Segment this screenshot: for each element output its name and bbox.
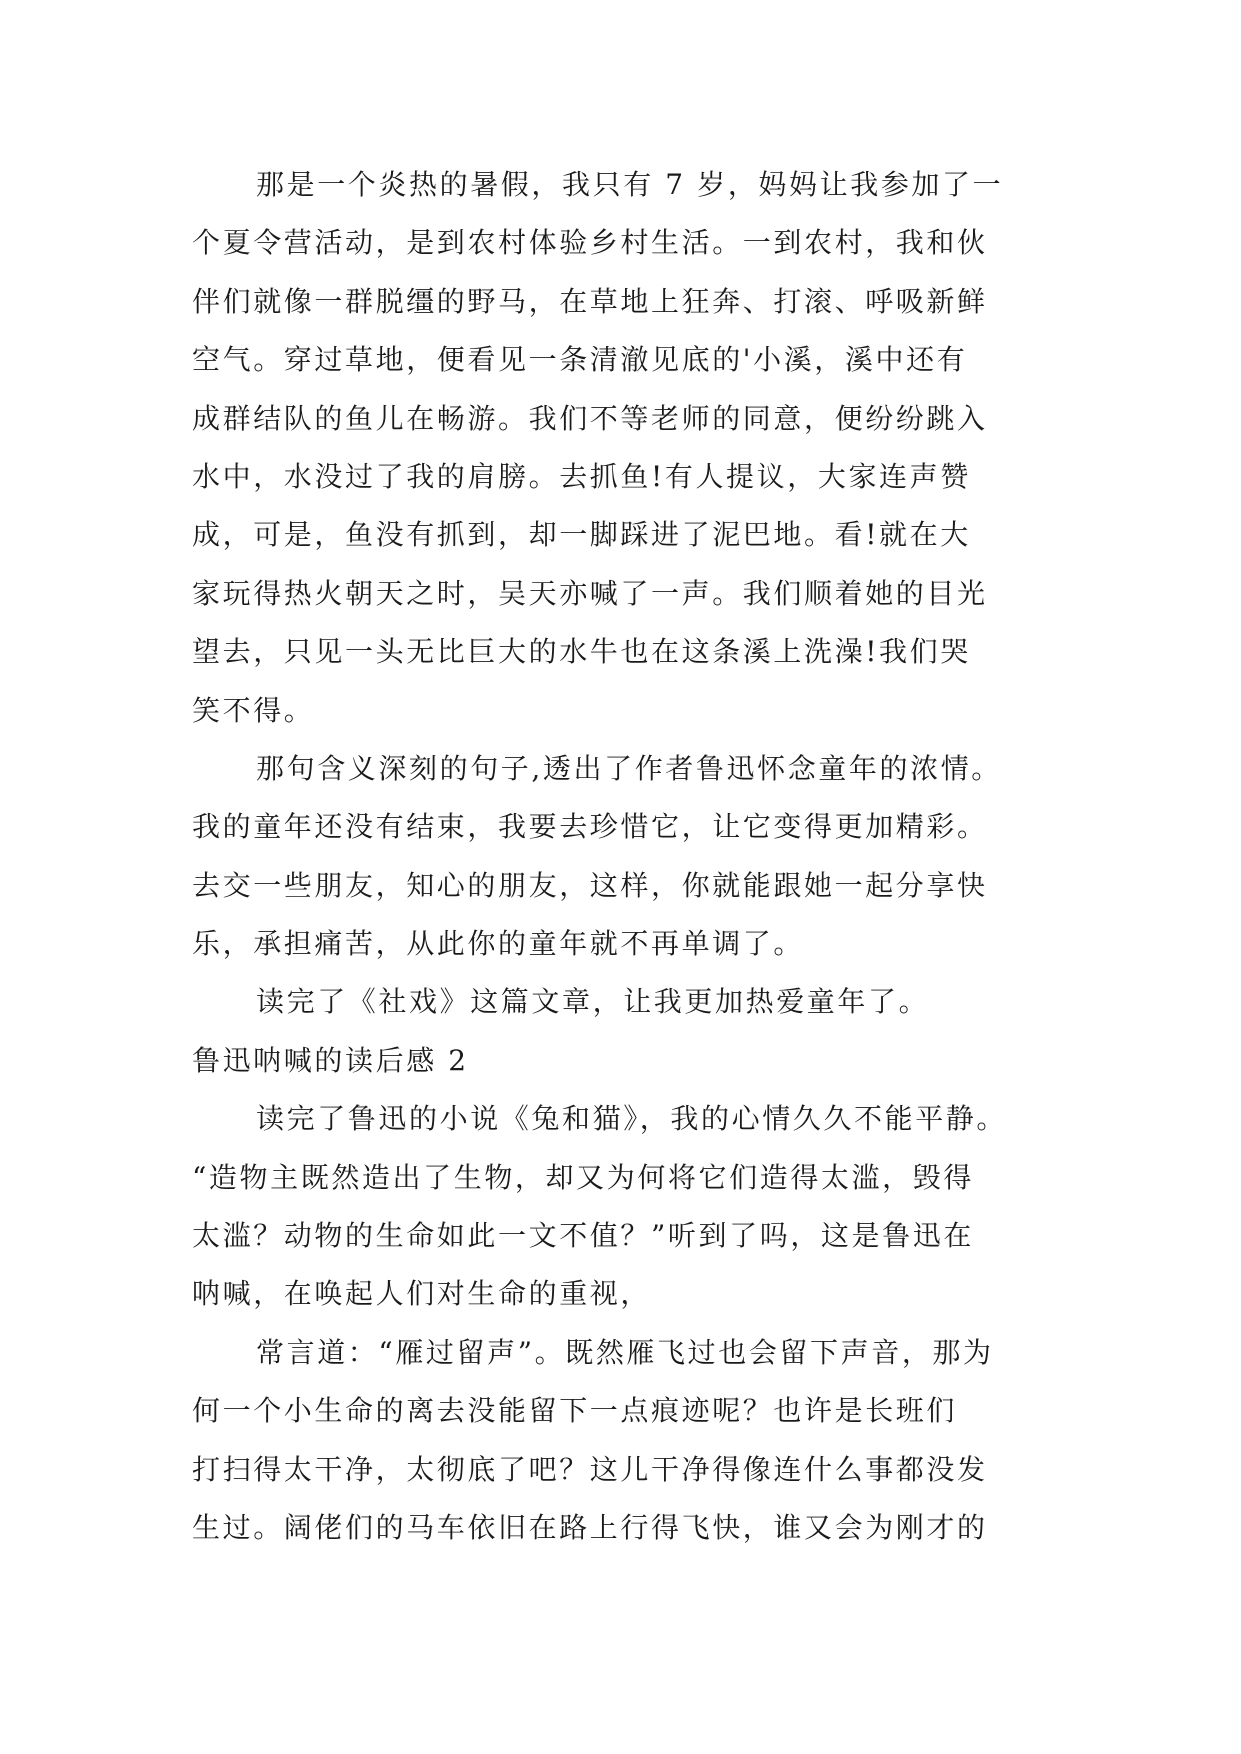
paragraph-line: 何一个小生命的离去没能留下一点痕迹呢？也许是长班们: [192, 1394, 958, 1428]
paragraph-line: 太滥？动物的生命如此一文不值？”听到了吗，这是鲁迅在: [192, 1219, 974, 1253]
paragraph-line: 那是一个炎热的暑假，我只有 7 岁，妈妈让我参加了一: [256, 168, 1004, 201]
paragraph-line: 伴们就像一群脱缰的野马，在草地上狂奔、打滚、呼吸新鲜: [192, 284, 988, 318]
paragraph-line: 读完了鲁迅的小说《兔和猫》，我的心情久久不能平静。: [256, 1102, 1008, 1136]
paragraph-line: 打扫得太干净，太彻底了吧？这儿干净得像连什么事都没发: [192, 1452, 988, 1486]
paragraph-line: 生过。阔佬们的马车依旧在路上行得飞快，谁又会为刚才的: [192, 1510, 988, 1544]
paragraph-line: 去交一些朋友，知心的朋友，这样，你就能跟她一起分享快: [192, 868, 988, 902]
section-heading: 鲁迅呐喊的读后感 2: [192, 1043, 469, 1077]
paragraph-line: 笑不得。: [192, 693, 315, 727]
paragraph-line: 呐喊，在唤起人们对生命的重视，: [192, 1277, 652, 1311]
paragraph-line: 个夏令营活动，是到农村体验乡村生活。一到农村，我和伙: [192, 226, 988, 260]
paragraph-line: 水中，水没过了我的肩膀。去抓鱼!有人提议，大家连声赞: [192, 459, 971, 493]
paragraph-line: 成群结队的鱼儿在畅游。我们不等老师的同意，便纷纷跳入: [192, 401, 988, 435]
paragraph-line: 乐，承担痛苦，从此你的童年就不再单调了。: [192, 927, 805, 961]
paragraph-line: 常言道：“雁过留声”。既然雁飞过也会留下声音，那为: [256, 1335, 994, 1369]
paragraph-line: 我的童年还没有结束，我要去珍惜它，让它变得更加精彩。: [192, 810, 988, 844]
paragraph-line: 成，可是，鱼没有抓到，却一脚踩进了泥巴地。看!就在大: [192, 518, 971, 552]
paragraph-line: 望去，只见一头无比巨大的水牛也在这条溪上洗澡!我们哭: [192, 635, 971, 669]
paragraph-line: 家玩得热火朝天之时，吴天亦喊了一声。我们顺着她的目光: [192, 576, 988, 610]
paragraph-line: “造物主既然造出了生物，却又为何将它们造得太滥，毁得: [192, 1160, 974, 1194]
paragraph-line: 空气。穿过草地，便看见一条清澈见底的'小溪，溪中还有: [192, 343, 968, 377]
document-body: [192, 156, 1072, 1557]
paragraph-line: 读完了《社戏》这篇文章，让我更加热爱童年了。: [256, 985, 930, 1019]
paragraph-line: 那句含义深刻的句子,透出了作者鲁迅怀念童年的浓情。: [256, 751, 1002, 785]
